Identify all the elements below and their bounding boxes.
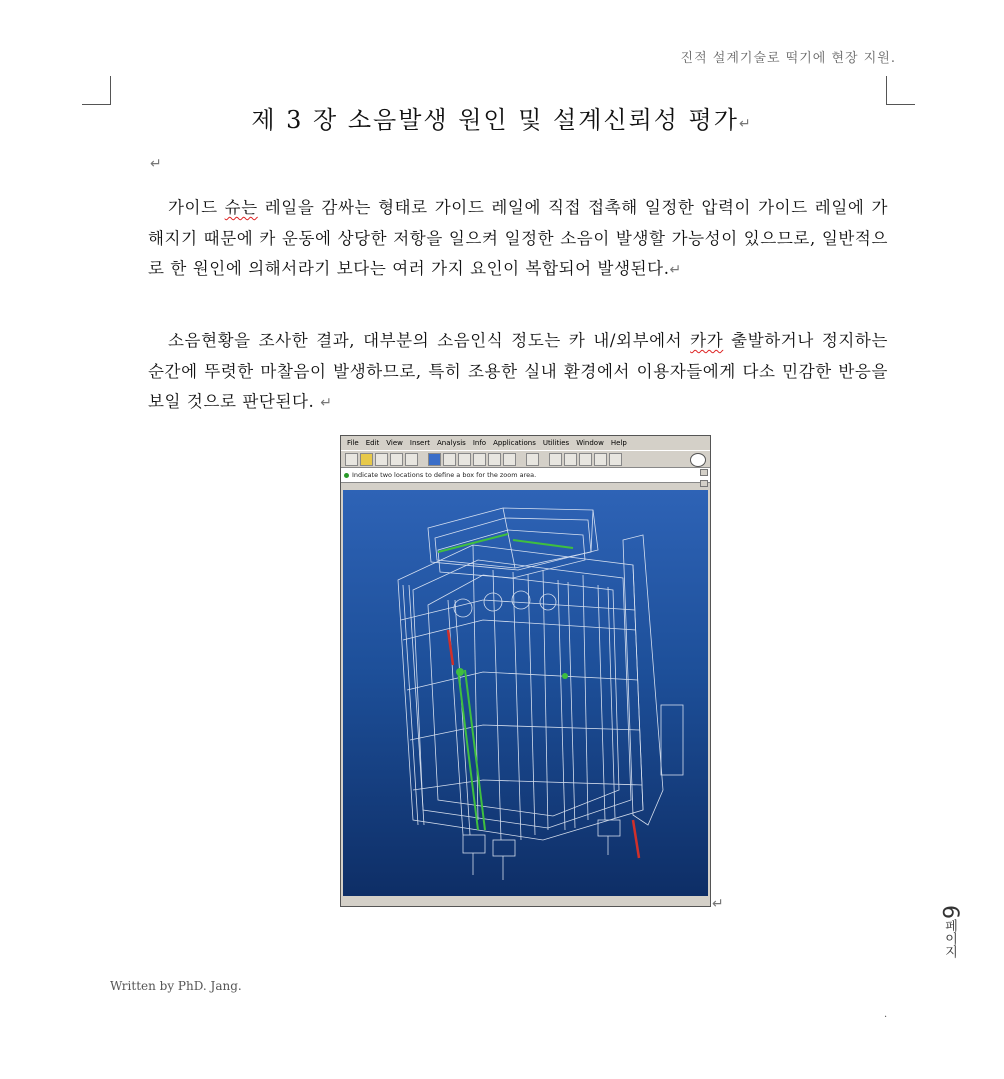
save-copy-icon [390,453,403,466]
message-scroll-up-icon [700,469,708,476]
help-icon [690,453,706,467]
message-scroll-down-icon [700,480,708,487]
running-footer: Written by PhD. Jang. [110,979,242,993]
menu-view: View [386,439,403,447]
zoom-in-icon [443,453,456,466]
text-run: 소음현황을 조사한 결과, 대부분의 소음인식 정도는 카 내/외부에서 [168,331,691,350]
paragraph-mark: ↵ [712,896,724,912]
shading-icon [594,453,607,466]
menu-applications: Applications [493,439,536,447]
menu-utilities: Utilities [542,439,570,447]
wireframe-icon [549,453,562,466]
what-is-this-icon [526,453,539,466]
menu-window: Window [576,439,604,447]
page-word: 페이지 [942,919,957,958]
empty-paragraph[interactable] [150,153,162,172]
text-run: 출발하거나 정지하는 순간에 뚜렷한 마찰음이 발생하므로, 특히 조용한 실내 환경에서 이용자들에게 다소 민감한 반응을 보일 것으로 판단된다. [148,331,888,411]
open-folder-icon [360,453,373,466]
figure-paragraph-end [712,893,724,912]
datum-icon [609,453,622,466]
menu-info: Info [472,439,487,447]
spellcheck-flag[interactable]: 슈는 [224,198,258,217]
menu-insert: Insert [409,439,430,447]
new-file-icon [345,453,358,466]
page-number-label [922,905,962,975]
hidden-line-icon [564,453,577,466]
page-number: 6 [937,905,962,919]
paragraph-mark: ↵ [738,116,753,132]
prompt-bullet-icon [344,473,349,478]
chapter-title[interactable] [0,100,1004,135]
body-paragraph-1[interactable] [148,193,888,286]
cad-prompt-text: Indicate two locations to define a box for the zoom area. [352,471,537,479]
menu-edit: Edit [365,439,380,447]
repaint-icon [428,453,441,466]
no-hidden-icon [579,453,592,466]
cad-menubar [341,436,710,450]
text-run: 레일을 감싸는 형태로 가이드 레일에 직접 접촉해 일정한 압력이 가이드 레일에 가해지기 때문에 카 운동에 상당한 저항을 일으켜 일정한 소음이 발생할 가능성이 있으므로, 일반적으로 한 원인에 의해서라기 보다는 여러 가지 요인이 복합되어 발생된다. [148,198,888,278]
menu-analysis: Analysis [436,439,466,447]
spellcheck-flag[interactable]: 카가 [690,331,724,350]
paragraph-mark: ↵ [150,156,162,172]
chapter-title-text: 제 3 장 소음발생 원인 및 설계신뢰성 평가 [251,106,739,134]
running-header: 진적 설계기술로 떡기에 현장 지원. [680,51,896,66]
cad-graphics-viewport [343,490,708,896]
cad-toolbar [341,450,710,468]
menu-help: Help [610,439,627,447]
paragraph-mark: ↵ [320,395,333,411]
text-run: 가이드 [168,198,225,217]
paragraph-mark-bottom: · [884,1012,888,1023]
save-icon [375,453,388,466]
body-paragraph-2[interactable] [148,326,888,419]
zoom-out-icon [458,453,471,466]
orient-icon [488,453,501,466]
saved-views-icon [503,453,516,466]
elevator-wireframe-model [343,490,708,896]
paragraph-mark: ↵ [669,262,682,278]
print-icon [405,453,418,466]
cad-screenshot-figure[interactable] [340,435,711,907]
cad-message-area [341,468,710,483]
menu-file: File [347,439,359,447]
refit-icon [473,453,486,466]
